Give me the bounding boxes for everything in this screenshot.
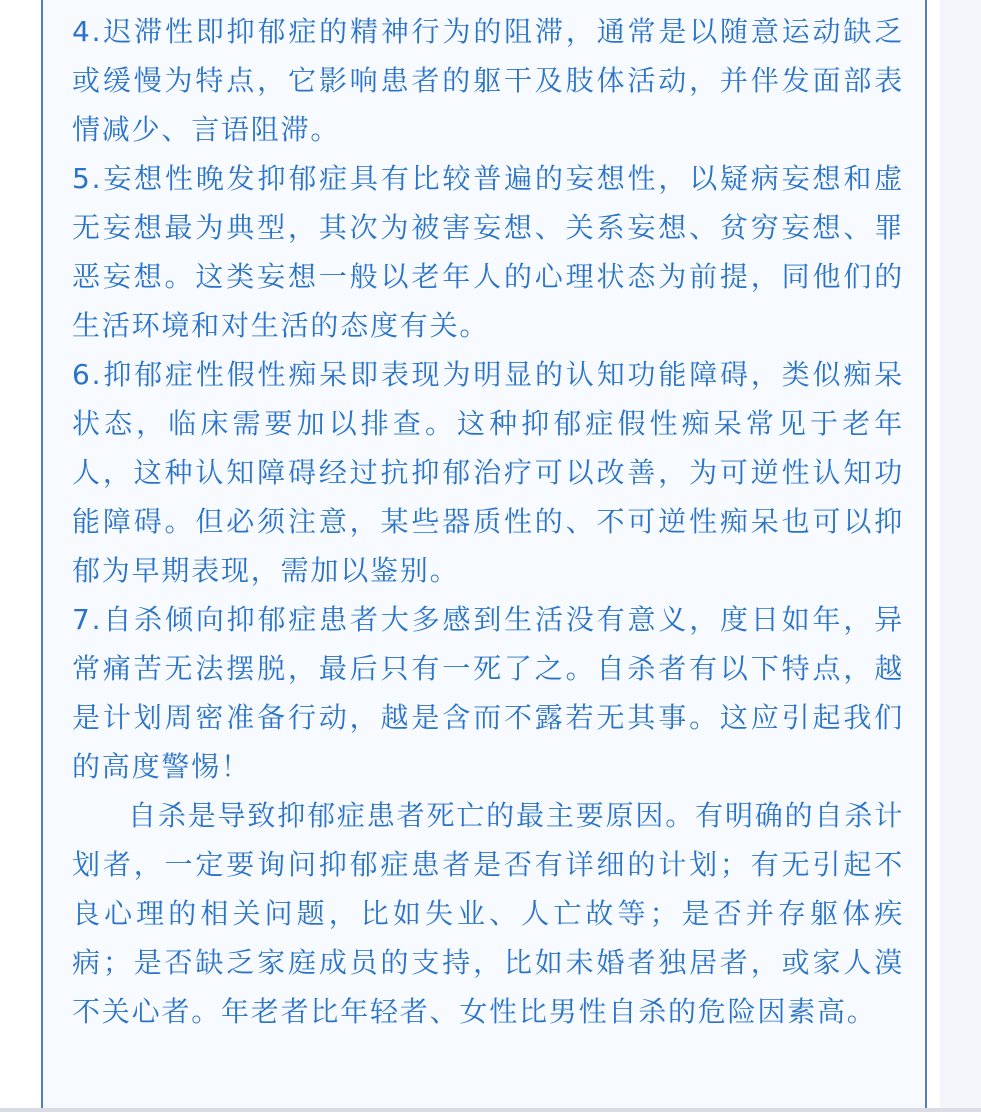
paragraph-pseudodementia: 6.抑郁症性假性痴呆即表现为明显的认知功能障碍，类似痴呆状态，临床需要加以排查。这种抑郁症假性痴呆常见于老年人，这种认知障碍经过抗抑郁治疗可以改善，为可逆性认知功能障碍。但必须注意，某些器质性的、不可逆性痴呆也可以抑郁为早期表现，需加以鉴别。	[72, 358, 904, 587]
paragraph-retardation: 4.迟滞性即抑郁症的精神行为的阻滞，通常是以随意运动缺乏或缓慢为特点，它影响患者的躯干及肢体活动，并伴发面部表情减少、言语阻滞。	[72, 15, 904, 146]
paragraph-delusion: 5.妄想性晚发抑郁症具有比较普遍的妄想性，以疑病妄想和虚无妄想最为典型，其次为被害妄想、关系妄想、贫穷妄想、罪恶妄想。这类妄想一般以老年人的心理状态为前提，同他们的生活环境和对生活的态度有关。	[72, 162, 904, 342]
article-body	[72, 7, 904, 1036]
article-card	[41, 0, 927, 1112]
bottom-divider	[0, 1108, 981, 1112]
paragraph-suicide-risk: 自杀是导致抑郁症患者死亡的最主要原因。有明确的自杀计划者，一定要询问抑郁症患者是否有详细的计划；有无引起不良心理的相关问题，比如失业、人亡故等；是否并存躯体疾病；是否缺乏家庭成员的支持，比如未婚者独居者，或家人漠不关心者。年老者比年轻者、女性比男性自杀的危险因素高。	[72, 799, 904, 1028]
right-margin-strip	[940, 0, 981, 1112]
paragraph-suicidal-tendency: 7.自杀倾向抑郁症患者大多感到生活没有意义，度日如年，异常痛苦无法摆脱，最后只有一死了之。自杀者有以下特点，越是计划周密准备行动，越是含而不露若无其事。这应引起我们的高度警惕！	[72, 603, 904, 783]
